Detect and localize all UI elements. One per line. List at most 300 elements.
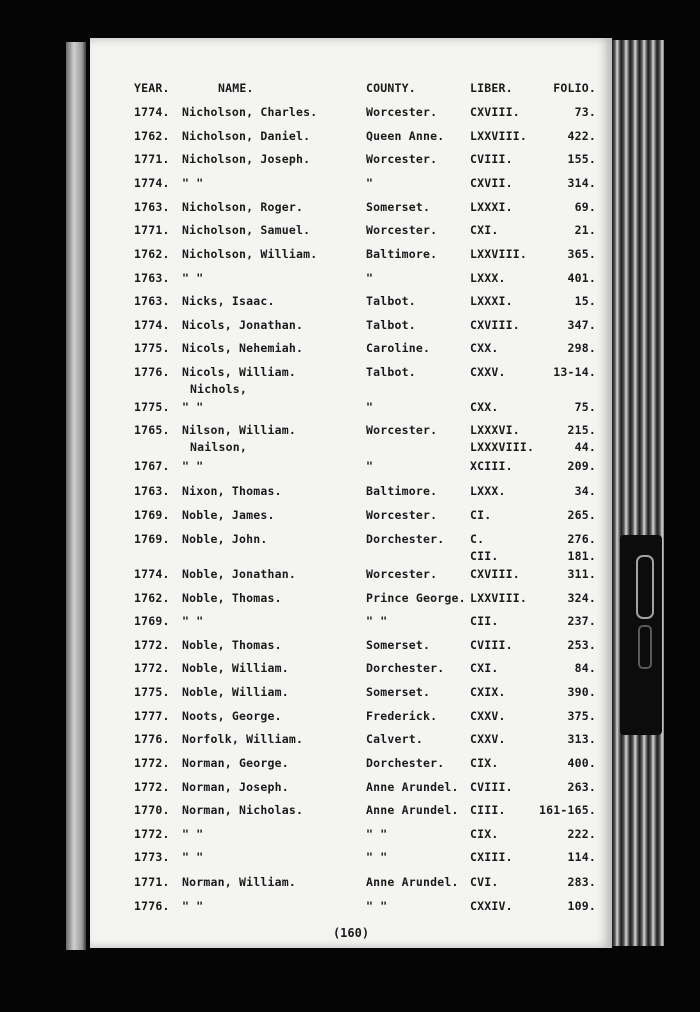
cell-liber bbox=[470, 128, 527, 145]
cell-liber bbox=[470, 293, 513, 310]
cell-year bbox=[134, 507, 170, 524]
cell-year bbox=[134, 708, 170, 725]
cell-county-value: Baltimore. bbox=[366, 247, 438, 261]
cell-name-value: Noble, Jonathan. bbox=[182, 567, 296, 581]
cell-liber bbox=[470, 317, 520, 334]
cell-folio-value: 209. bbox=[567, 459, 596, 473]
cell-name bbox=[182, 507, 275, 524]
cell-name bbox=[182, 199, 303, 216]
cell-liber-value: CXI. bbox=[470, 661, 499, 675]
cell-folio-value: 73. bbox=[574, 105, 596, 119]
cell-liber-value: CXXV. bbox=[470, 732, 506, 746]
cell-year bbox=[134, 684, 170, 701]
cell-folio-value: 313. bbox=[567, 732, 596, 746]
cell-year-value: 1774. bbox=[134, 567, 170, 581]
cell-folio bbox=[553, 364, 596, 381]
cell-county bbox=[366, 874, 459, 891]
cell-name-value: Nicols, William. bbox=[182, 365, 296, 379]
cell-folio-value: 114. bbox=[567, 850, 596, 864]
cell-county-value: Anne Arundel. bbox=[366, 780, 459, 794]
cell-county-value: " " bbox=[366, 850, 388, 864]
cell-county bbox=[366, 270, 373, 287]
cell-year-value: 1775. bbox=[134, 685, 170, 699]
cell-liber-value: CIX. bbox=[470, 756, 499, 770]
cell-county bbox=[366, 779, 459, 796]
cell-liber-value: CXIII. bbox=[470, 850, 513, 864]
cell-county bbox=[366, 104, 437, 121]
cell-liber-value: CXI. bbox=[470, 223, 499, 237]
cell-county-value: " bbox=[366, 271, 374, 285]
cell-county bbox=[366, 175, 373, 192]
cell-year bbox=[134, 293, 170, 310]
cell-folio-value: 401. bbox=[567, 271, 596, 285]
cell-liber bbox=[470, 755, 499, 772]
cell-county bbox=[366, 364, 416, 381]
cell-name bbox=[182, 128, 310, 145]
cell-name bbox=[182, 802, 303, 819]
cell-county bbox=[366, 849, 387, 866]
cell-name-alt-value: Nichols, bbox=[190, 382, 247, 396]
cell-folio-value: 75. bbox=[574, 400, 596, 414]
cell-folio-alt-value: 181. bbox=[567, 549, 596, 563]
cell-county-value: Worcester. bbox=[366, 223, 438, 237]
cell-name-value: Nicholson, Charles. bbox=[182, 105, 318, 119]
cell-name-alt-value: Nailson, bbox=[190, 440, 247, 454]
cell-liber-value: CXIX. bbox=[470, 685, 506, 699]
header-county: COUNTY. bbox=[366, 81, 416, 95]
cell-name-value: Norfolk, William. bbox=[182, 732, 304, 746]
tab-letter-mark-2 bbox=[638, 625, 652, 669]
cell-county bbox=[366, 898, 387, 915]
cell-year bbox=[134, 128, 170, 145]
cell-name-value: Nicholson, Joseph. bbox=[182, 152, 311, 166]
cell-name bbox=[182, 151, 310, 168]
cell-liber-value: CXXV. bbox=[470, 709, 506, 723]
cell-county-value: Somerset. bbox=[366, 685, 431, 699]
cell-folio-value: 253. bbox=[567, 638, 596, 652]
cell-folio bbox=[568, 898, 597, 915]
cell-folio bbox=[575, 104, 596, 121]
cell-county-value: Worcester. bbox=[366, 152, 438, 166]
cell-name bbox=[182, 731, 303, 748]
cell-folio-value: 347. bbox=[567, 318, 596, 332]
cell-county-value: Anne Arundel. bbox=[366, 875, 459, 889]
cell-liber-value: CI. bbox=[470, 508, 492, 522]
cell-name-value: " " bbox=[182, 899, 204, 913]
cell-name-value: " " bbox=[182, 850, 204, 864]
cell-year-value: 1774. bbox=[134, 176, 170, 190]
cell-year-value: 1763. bbox=[134, 271, 170, 285]
cell-name-value: Noble, Thomas. bbox=[182, 591, 282, 605]
cell-liber bbox=[470, 175, 513, 192]
cell-folio bbox=[568, 128, 597, 145]
cell-folio-value: 365. bbox=[567, 247, 596, 261]
cell-year-value: 1762. bbox=[134, 247, 170, 261]
cell-folio-value: 324. bbox=[567, 591, 596, 605]
cell-name-value: Nicholson, Daniel. bbox=[182, 129, 311, 143]
cell-name-value: Nicholson, Roger. bbox=[182, 200, 304, 214]
cell-county-value: Calvert. bbox=[366, 732, 423, 746]
cell-folio-value: 422. bbox=[567, 129, 596, 143]
cell-liber bbox=[470, 613, 499, 630]
cell-name bbox=[182, 175, 203, 192]
cell-liber bbox=[470, 340, 499, 357]
cell-year-value: 1772. bbox=[134, 756, 170, 770]
cell-year bbox=[134, 731, 170, 748]
cell-folio-value: 69. bbox=[574, 200, 596, 214]
cell-liber bbox=[470, 898, 513, 915]
cell-liber bbox=[470, 590, 527, 607]
cell-county-value: Talbot. bbox=[366, 318, 416, 332]
cell-liber-value: C. bbox=[470, 532, 485, 546]
cell-liber bbox=[470, 151, 513, 168]
cell-name-value: " " bbox=[182, 614, 204, 628]
cell-name bbox=[182, 849, 203, 866]
cell-folio-value: 109. bbox=[567, 899, 596, 913]
cell-folio-value: 298. bbox=[567, 341, 596, 355]
cell-county-value: Worcester. bbox=[366, 567, 438, 581]
cell-folio bbox=[568, 613, 597, 630]
cell-folio bbox=[575, 660, 596, 677]
cell-liber-value: CVIII. bbox=[470, 152, 513, 166]
cell-folio bbox=[575, 293, 596, 310]
cell-folio-value: 222. bbox=[567, 827, 596, 841]
cell-name bbox=[182, 364, 296, 398]
cell-folio-value: 84. bbox=[574, 661, 596, 675]
cell-name-value: Noble, William. bbox=[182, 685, 289, 699]
cell-liber-value: LXXVIII. bbox=[470, 591, 527, 605]
cell-year-value: 1763. bbox=[134, 484, 170, 498]
cell-folio-alt-value: 44. bbox=[574, 440, 596, 454]
cell-county bbox=[366, 660, 444, 677]
cell-name bbox=[182, 826, 203, 843]
cell-name bbox=[182, 317, 303, 334]
cell-liber-alt-value: LXXXVIII. bbox=[470, 440, 535, 454]
cell-liber-value: CXVIII. bbox=[470, 318, 520, 332]
cell-name bbox=[182, 566, 296, 583]
cell-folio-value: 400. bbox=[567, 756, 596, 770]
cell-name-value: Noble, Thomas. bbox=[182, 638, 282, 652]
cell-county bbox=[366, 590, 466, 607]
left-page-edge bbox=[66, 42, 86, 950]
cell-folio bbox=[575, 399, 596, 416]
cell-name-value: Nicholson, Samuel. bbox=[182, 223, 311, 237]
cell-year bbox=[134, 175, 170, 192]
cell-county-value: Talbot. bbox=[366, 365, 416, 379]
cell-year bbox=[134, 531, 170, 548]
cell-liber-value: CIII. bbox=[470, 803, 506, 817]
cell-year bbox=[134, 613, 170, 630]
cell-year-value: 1776. bbox=[134, 365, 170, 379]
cell-liber bbox=[470, 507, 491, 524]
cell-name bbox=[182, 104, 317, 121]
cell-county-value: Dorchester. bbox=[366, 661, 445, 675]
cell-county bbox=[366, 246, 437, 263]
cell-year-value: 1773. bbox=[134, 850, 170, 864]
cell-folio bbox=[575, 483, 596, 500]
cell-county bbox=[366, 128, 444, 145]
cell-county bbox=[366, 755, 444, 772]
cell-name bbox=[182, 660, 289, 677]
cell-liber bbox=[470, 802, 506, 819]
cell-name bbox=[182, 755, 289, 772]
cell-year bbox=[134, 826, 170, 843]
cell-county-value: Worcester. bbox=[366, 105, 438, 119]
cell-name-value: Noble, William. bbox=[182, 661, 289, 675]
cell-liber bbox=[470, 483, 506, 500]
cell-name bbox=[182, 684, 289, 701]
cell-county-value: Queen Anne. bbox=[366, 129, 445, 143]
cell-liber bbox=[470, 849, 513, 866]
cell-liber-value: CVIII. bbox=[470, 638, 513, 652]
header-folio: FOLIO. bbox=[553, 81, 596, 95]
cell-folio-value: 375. bbox=[567, 709, 596, 723]
cell-name bbox=[182, 779, 289, 796]
cell-liber-alt-value: CII. bbox=[470, 549, 499, 563]
cell-county-value: Baltimore. bbox=[366, 484, 438, 498]
cell-folio bbox=[568, 507, 597, 524]
cell-year bbox=[134, 222, 170, 239]
cell-year bbox=[134, 399, 170, 416]
cell-year bbox=[134, 104, 170, 121]
cell-name-value: Norman, George. bbox=[182, 756, 289, 770]
book-binding bbox=[612, 40, 664, 946]
cell-year-value: 1767. bbox=[134, 459, 170, 473]
cell-name-value: Nicols, Jonathan. bbox=[182, 318, 304, 332]
cell-name bbox=[182, 270, 203, 287]
cell-folio-value: 15. bbox=[574, 294, 596, 308]
cell-year bbox=[134, 637, 170, 654]
cell-county bbox=[366, 222, 437, 239]
cell-name-value: Norman, Nicholas. bbox=[182, 803, 304, 817]
cell-county bbox=[366, 731, 423, 748]
cell-county-value: Prince George. bbox=[366, 591, 466, 605]
cell-year bbox=[134, 566, 170, 583]
cell-year-value: 1769. bbox=[134, 532, 170, 546]
cell-year-value: 1774. bbox=[134, 105, 170, 119]
cell-folio bbox=[568, 826, 597, 843]
cell-name bbox=[182, 340, 303, 357]
cell-name-value: " " bbox=[182, 271, 204, 285]
cell-name-value: Noble, John. bbox=[182, 532, 268, 546]
cell-county-value: " " bbox=[366, 614, 388, 628]
header-year: YEAR. bbox=[134, 81, 170, 95]
cell-name bbox=[182, 531, 267, 548]
cell-liber-value: XCIII. bbox=[470, 459, 513, 473]
cell-county-value: Frederick. bbox=[366, 709, 438, 723]
cell-name-value: Nilson, William. bbox=[182, 423, 296, 437]
cell-year bbox=[134, 849, 170, 866]
cell-year-value: 1762. bbox=[134, 129, 170, 143]
cell-year bbox=[134, 317, 170, 334]
cell-liber bbox=[470, 731, 506, 748]
cell-liber bbox=[470, 422, 534, 456]
cell-liber-value: LXXXI. bbox=[470, 294, 513, 308]
cell-county-value: Anne Arundel. bbox=[366, 803, 459, 817]
cell-folio bbox=[568, 874, 597, 891]
cell-folio bbox=[568, 590, 597, 607]
cell-county-value: Somerset. bbox=[366, 638, 431, 652]
cell-name bbox=[182, 874, 296, 891]
cell-year-value: 1769. bbox=[134, 614, 170, 628]
cell-county bbox=[366, 637, 430, 654]
cell-folio bbox=[568, 779, 597, 796]
cell-county bbox=[366, 458, 373, 475]
cell-liber-value: CXXIV. bbox=[470, 899, 513, 913]
cell-name-value: Nicks, Isaac. bbox=[182, 294, 275, 308]
cell-name bbox=[182, 458, 203, 475]
cell-liber bbox=[470, 531, 499, 565]
cell-liber-value: CVIII. bbox=[470, 780, 513, 794]
cell-liber bbox=[470, 708, 506, 725]
cell-liber bbox=[470, 826, 499, 843]
cell-folio bbox=[568, 684, 597, 701]
cell-folio bbox=[568, 731, 597, 748]
cell-county-value: " bbox=[366, 176, 374, 190]
cell-county bbox=[366, 199, 430, 216]
cell-county bbox=[366, 826, 387, 843]
cell-year-value: 1770. bbox=[134, 803, 170, 817]
ledger-page bbox=[90, 38, 612, 948]
cell-county bbox=[366, 340, 430, 357]
cell-year-value: 1774. bbox=[134, 318, 170, 332]
cell-folio bbox=[568, 849, 597, 866]
cell-liber-value: CXVIII. bbox=[470, 105, 520, 119]
cell-year-value: 1772. bbox=[134, 661, 170, 675]
cell-liber bbox=[470, 874, 499, 891]
cell-liber bbox=[470, 458, 513, 475]
header-name: NAME. bbox=[218, 81, 254, 95]
cell-liber bbox=[470, 660, 499, 677]
cell-name-value: " " bbox=[182, 176, 204, 190]
cell-county bbox=[366, 151, 437, 168]
cell-name-value: Noble, James. bbox=[182, 508, 275, 522]
tab-letter-mark bbox=[636, 555, 654, 619]
cell-folio bbox=[568, 531, 597, 565]
cell-year bbox=[134, 660, 170, 677]
page-number: (160) bbox=[332, 926, 370, 940]
cell-folio bbox=[568, 246, 597, 263]
cell-folio bbox=[575, 199, 596, 216]
cell-year bbox=[134, 270, 170, 287]
cell-county-value: Caroline. bbox=[366, 341, 431, 355]
cell-name bbox=[182, 422, 296, 456]
cell-year-value: 1771. bbox=[134, 223, 170, 237]
cell-year bbox=[134, 422, 170, 439]
cell-county bbox=[366, 802, 459, 819]
cell-county bbox=[366, 483, 437, 500]
cell-county bbox=[366, 566, 437, 583]
cell-liber-value: LXXX. bbox=[470, 271, 506, 285]
cell-county-value: Dorchester. bbox=[366, 532, 445, 546]
cell-name bbox=[182, 590, 282, 607]
cell-name-value: Nicols, Nehemiah. bbox=[182, 341, 304, 355]
cell-liber-value: CXVII. bbox=[470, 176, 513, 190]
cell-county bbox=[366, 293, 416, 310]
cell-folio-value: 13-14. bbox=[553, 365, 596, 379]
cell-year bbox=[134, 246, 170, 263]
cell-name-value: " " bbox=[182, 827, 204, 841]
cell-year-value: 1765. bbox=[134, 423, 170, 437]
cell-year-value: 1762. bbox=[134, 591, 170, 605]
cell-folio-value: 314. bbox=[567, 176, 596, 190]
cell-year bbox=[134, 590, 170, 607]
cell-folio-value: 265. bbox=[567, 508, 596, 522]
cell-folio bbox=[568, 151, 597, 168]
cell-folio bbox=[568, 340, 597, 357]
cell-folio bbox=[568, 270, 597, 287]
cell-year bbox=[134, 151, 170, 168]
cell-liber bbox=[470, 270, 506, 287]
cell-folio-value: 161-165. bbox=[539, 803, 596, 817]
cell-county bbox=[366, 684, 430, 701]
cell-county-value: Talbot. bbox=[366, 294, 416, 308]
cell-folio-value: 390. bbox=[567, 685, 596, 699]
cell-liber-value: LXXXVI. bbox=[470, 423, 520, 437]
cell-year-value: 1771. bbox=[134, 875, 170, 889]
cell-county bbox=[366, 531, 444, 548]
cell-folio-value: 237. bbox=[567, 614, 596, 628]
cell-name bbox=[182, 898, 203, 915]
cell-year-value: 1775. bbox=[134, 341, 170, 355]
cell-folio bbox=[568, 175, 597, 192]
cell-name-value: Norman, Joseph. bbox=[182, 780, 289, 794]
cell-year-value: 1763. bbox=[134, 294, 170, 308]
cell-county bbox=[366, 422, 437, 439]
cell-year-value: 1775. bbox=[134, 400, 170, 414]
cell-name bbox=[182, 613, 203, 630]
cell-name-value: Nicholson, William. bbox=[182, 247, 318, 261]
cell-folio-value: 34. bbox=[574, 484, 596, 498]
cell-county bbox=[366, 708, 437, 725]
cell-liber bbox=[470, 364, 506, 381]
cell-year-value: 1769. bbox=[134, 508, 170, 522]
cell-year bbox=[134, 898, 170, 915]
cell-liber bbox=[470, 199, 513, 216]
cell-folio bbox=[575, 222, 596, 239]
cell-liber bbox=[470, 637, 513, 654]
cell-liber-value: CXX. bbox=[470, 341, 499, 355]
cell-year-value: 1772. bbox=[134, 780, 170, 794]
cell-folio-value: 21. bbox=[574, 223, 596, 237]
cell-name bbox=[182, 246, 317, 263]
cell-year-value: 1772. bbox=[134, 638, 170, 652]
cell-year bbox=[134, 755, 170, 772]
cell-liber-value: CVI. bbox=[470, 875, 499, 889]
cell-county-value: " " bbox=[366, 899, 388, 913]
cell-year bbox=[134, 802, 170, 819]
cell-folio-value: 311. bbox=[567, 567, 596, 581]
cell-year bbox=[134, 779, 170, 796]
cell-folio-value: 155. bbox=[567, 152, 596, 166]
cell-folio bbox=[568, 317, 597, 334]
cell-county-value: " bbox=[366, 459, 374, 473]
cell-name bbox=[182, 293, 275, 310]
cell-liber bbox=[470, 104, 520, 121]
cell-year-value: 1776. bbox=[134, 732, 170, 746]
cell-liber-value: LXXX. bbox=[470, 484, 506, 498]
cell-county-value: Somerset. bbox=[366, 200, 431, 214]
cell-county-value: Dorchester. bbox=[366, 756, 445, 770]
header-liber: LIBER. bbox=[470, 81, 513, 95]
cell-year bbox=[134, 340, 170, 357]
cell-liber bbox=[470, 684, 506, 701]
cell-folio-value: 276. bbox=[567, 532, 596, 546]
cell-folio-value: 283. bbox=[567, 875, 596, 889]
cell-folio bbox=[568, 458, 597, 475]
cell-county bbox=[366, 507, 437, 524]
cell-year-value: 1772. bbox=[134, 827, 170, 841]
